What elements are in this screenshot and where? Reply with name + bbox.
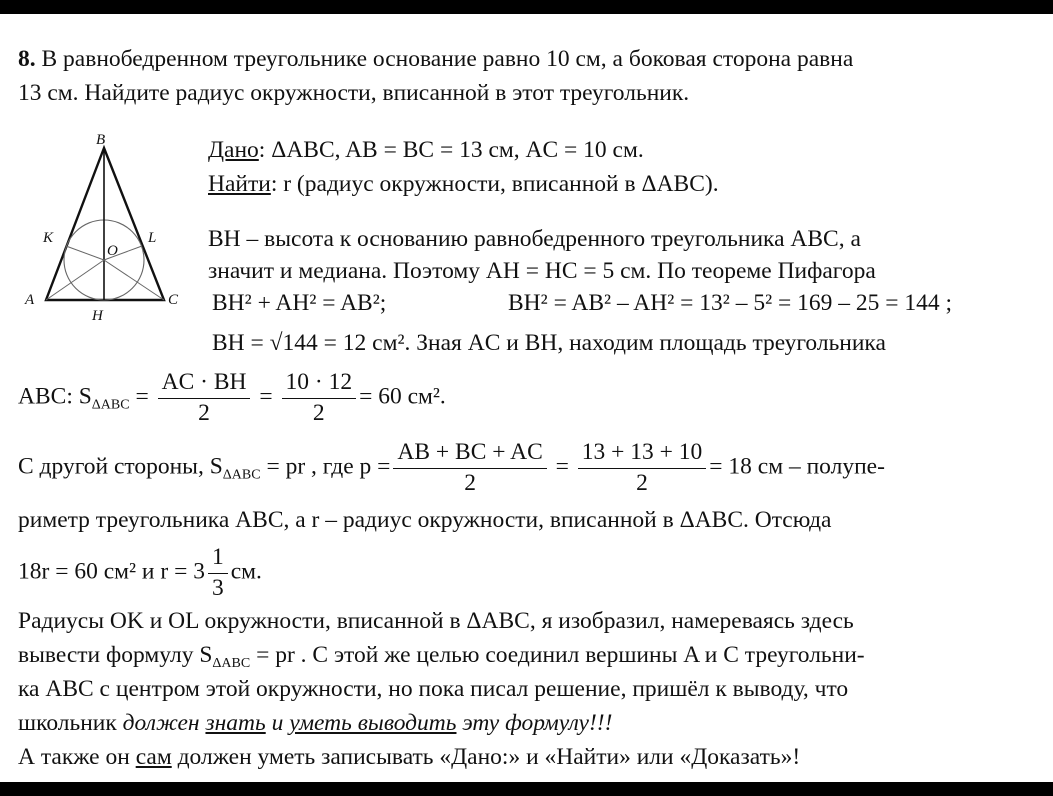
area-fraction-1-denominator: 2 <box>198 399 210 426</box>
perimeter-fraction-1-denominator: 2 <box>464 469 476 496</box>
remark-line-4 <box>18 712 612 736</box>
area-formula-line: ABC: $S_{\Delta ABC}$ = $\frac{AC \cdot BH}{2}$ = $\frac{10 \cdot 12}{2}$ = 60 см². <box>18 369 446 426</box>
area-fraction-1-numerator: AC · BH <box>158 371 251 399</box>
radius-fraction-numerator: 1 <box>208 546 228 574</box>
area-fraction-2 <box>282 371 357 425</box>
radius-fraction <box>208 546 228 600</box>
problem-number: 8. <box>18 46 36 72</box>
remark-vertices-text: = pr . С этой же целью соединил вершины A и C треугольни- <box>250 642 865 668</box>
area-fraction-2-numerator: 10 · 12 <box>282 371 357 399</box>
problem-line-2: 13 см. Найдите радиус окружности, вписанной в этот треугольник. <box>18 80 690 106</box>
remark-derive: уметь выводить <box>289 710 457 736</box>
find-label: Найти <box>208 171 271 197</box>
solution-line-2: значит и медиана. Поэтому AH = HC = 5 см. По теореме Пифагора <box>208 258 876 284</box>
problem-line-1 <box>18 48 853 72</box>
radius-fraction-denominator: 3 <box>211 574 224 601</box>
remark-formula-text: вывести формулу S <box>18 642 213 668</box>
area-subscript: ΔABC <box>91 397 130 413</box>
given-text: : ΔABC, AB = BC = 13 см, AC = 10 см. <box>258 137 644 163</box>
perimeter-fraction-2-denominator: 2 <box>636 469 648 496</box>
label-l: L <box>148 230 157 246</box>
remark-know: знать <box>205 710 266 736</box>
solution-line-7: риметр треугольника ABC, а r – радиус окружности, вписанной в ΔABC. Отсюда <box>18 507 832 533</box>
given-line <box>208 139 644 163</box>
pythagoras-formula: BH² + AH² = AB²; <box>212 290 387 316</box>
radius-ok <box>66 246 104 260</box>
remark-must: должен <box>122 710 200 736</box>
other-subscript: ΔABC <box>222 467 261 483</box>
semiperimeter-result: = 18 см – полупе- <box>709 453 885 480</box>
area-fraction-1 <box>158 371 251 425</box>
semiperimeter-line: С другой стороны, $S_{\Delta ABC}$ = pr , где p = $\frac{AB + BC + AC}{2}$ = $\frac{13 + 13 + 10}{2}$ = 18 см – полупе- <box>18 439 885 496</box>
solution-line-4: BH = √144 = 12 см². Зная AC и BH, находим площадь треугольника <box>212 330 886 356</box>
given-label: Дано <box>208 137 259 163</box>
other-side-text: С другой стороны, S <box>18 453 223 480</box>
remark-line-5 <box>18 746 800 770</box>
label-o: O <box>107 243 118 259</box>
remark-line-2 <box>18 644 865 671</box>
find-line <box>208 173 719 197</box>
remark-schoolboy: школьник <box>18 710 123 736</box>
bh-squared-calc: BH² = AB² – AH² = 13² – 5² = 169 – 25 = 144 ; <box>508 290 953 316</box>
area-result: = 60 см². <box>359 383 446 410</box>
remark-formula-end: эту формулу!!! <box>456 710 613 736</box>
label-b: B <box>96 132 106 148</box>
radius-unit: см. <box>230 558 262 585</box>
remark-and: и <box>265 710 290 736</box>
remark-line-1: Радиусы OK и OL окружности, вписанной в ΔABC, я изобразил, намереваясь здесь <box>18 608 854 634</box>
document-page <box>0 14 1053 782</box>
area-fraction-2-denominator: 2 <box>312 399 325 426</box>
label-k: K <box>43 230 54 246</box>
label-c: C <box>168 292 179 308</box>
perimeter-fraction-2-numerator: 13 + 13 + 10 <box>578 441 707 469</box>
triangle-figure <box>20 132 195 332</box>
problem-text-1: В равнобедренном треугольнике основание равно 10 см, а боковая сторона равна <box>35 46 854 72</box>
perimeter-fraction-2 <box>578 441 707 495</box>
remark-himself: сам <box>135 744 172 770</box>
remark-line-3: ка ABC с центром этой окружности, но пока писал решение, пришёл к выводу, что <box>18 676 849 702</box>
find-text: : r (радиус окружности, вписанной в ΔABC). <box>270 171 719 197</box>
perimeter-fraction-1 <box>393 441 546 495</box>
solution-line-1: BH – высота к основанию равнобедренного треугольника ABC, а <box>208 226 861 252</box>
other-pr-text: = pr , где p = <box>260 453 391 480</box>
triangle-abc <box>46 148 164 300</box>
remark-given-find: должен уметь записывать «Дано:» и «Найти» или «Доказать»! <box>171 744 801 770</box>
perimeter-fraction-1-numerator: AB + BC + AC <box>393 441 546 469</box>
radius-equation: 18r = 60 см² и r = 3 <box>18 558 205 585</box>
radius-result-line <box>18 546 262 600</box>
remark-subscript: ΔABC <box>212 656 251 671</box>
area-lhs: ABC: S <box>18 383 92 410</box>
label-a: A <box>25 292 35 308</box>
label-h: H <box>92 308 103 324</box>
remark-also: А также он <box>18 744 136 770</box>
